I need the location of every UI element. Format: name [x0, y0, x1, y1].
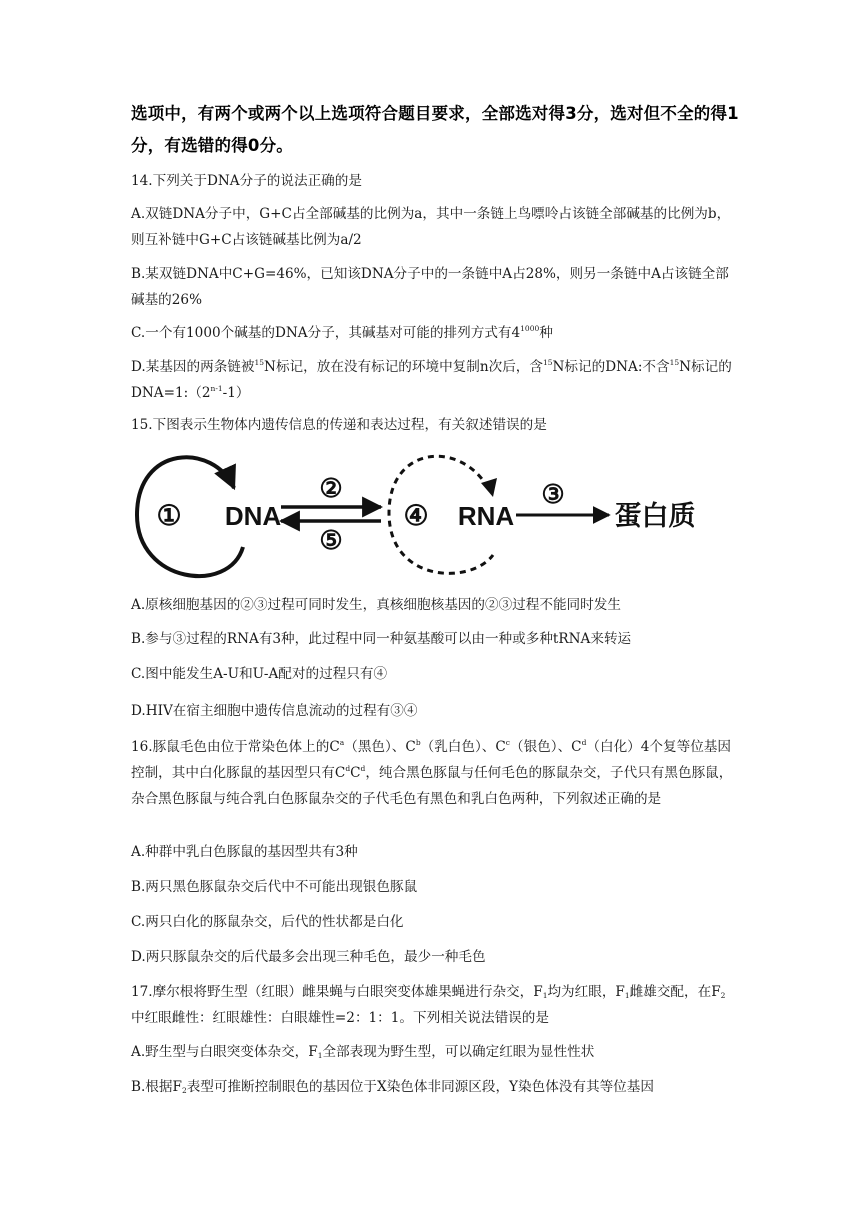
section-instructions: 选项中，有两个或两个以上选项符合题目要求，全部选对得3分，选对但不全的得1分，有选错的得0分。 — [131, 104, 739, 155]
q14-stem: 14.下列关于DNA分子的说法正确的是 — [131, 173, 362, 189]
process-3-label: ③ — [541, 480, 565, 510]
q16-option-b: B.两只黑色豚鼠杂交后代中不可能出现银色豚鼠 — [131, 879, 418, 895]
dna-label: DNA — [224, 501, 282, 531]
protein-label: 蛋白质 — [614, 501, 696, 532]
q15-option-b: B.参与③过程的RNA有3种，此过程中同一种氨基酸可以由一种或多种tRNA来转运 — [131, 631, 632, 647]
q15-option-d: D.HIV在宿主细胞中遗传信息流动的过程有③④ — [131, 703, 418, 719]
q16-option-d: D.两只豚鼠杂交的后代最多会出现三种毛色，最少一种毛色 — [131, 949, 486, 965]
q14-option-c: C.一个有1000个碱基的DNA分子，其碱基对可能的排列方式有$4^{1000}$种 — [131, 324, 553, 341]
q17-option-a: A.野生型与白眼突变体杂交，$F_1$全部表现为野生型，可以确定红眼为显性性状 — [131, 1044, 595, 1060]
q16-stem: 16.豚鼠毛色由位于常染色体上的$C^a$（黑色）、$C^b$（乳白色）、$C^c$（银色）、$C^d$（白化）4个复等位基因控制，其中白化豚鼠的基因型只有$C^dC^d$，纯合黑色豚鼠与任何毛色的豚鼠杂交，子代只有黑色豚鼠，杂合黑色豚鼠与纯合乳白色豚鼠杂交的子代毛色有黑色和乳白色两种，下列叙述正确的是 — [131, 738, 733, 807]
q16-option-c: C.两只白化的豚鼠杂交，后代的性状都是白化 — [131, 914, 404, 930]
q17-option-b: B.根据$F_2$表型可推断控制眼色的基因位于X染色体非同源区段，Y染色体没有其等位基因 — [131, 1079, 654, 1095]
q14-option-a: A.双链DNA分子中，G+C占全部碱基的比例为a，其中一条链上鸟嘌呤占该链全部碱基的比例为b，则互补链中G+C占该链碱基比例为a/2 — [131, 206, 731, 248]
q14-option-b: B.某双链DNA中C+G=46%，已知该DNA分子中的一条链中A占28%，则另一条链中A占该链全部碱基的26% — [131, 266, 729, 308]
rna-label: RNA — [457, 501, 515, 531]
q17-stem: 17.摩尔根将野生型（红眼）雌果蝇与白眼突变体雄果蝇进行杂交，$F_1$均为红眼，$F_1$雌雄交配，在$F_2$中红眼雌性：红眼雄性：白眼雄性=2：1：1。下列相关说法错误的是 — [131, 984, 726, 1026]
q15-option-c: C.图中能发生A-U和U-A配对的过程只有④ — [131, 666, 388, 682]
q16-option-a: A.种群中乳白色豚鼠的基因型共有3种 — [131, 844, 358, 860]
rna-replication-arrowhead — [481, 478, 497, 497]
process-1-label: ① — [156, 499, 182, 532]
process-5-label: ⑤ — [319, 526, 343, 556]
central-dogma-diagram — [131, 445, 711, 585]
process-4-label: ④ — [403, 499, 429, 532]
q15-option-a: A.原核细胞基因的②③过程可同时发生，真核细胞核基因的②③过程不能同时发生 — [131, 597, 621, 613]
process-2-label: ② — [319, 474, 343, 504]
q14-option-d: D.某基因的两条链被$^{15}$N标记，放在没有标记的环境中复制n次后，含$^{15}$N标记的DNA:不含$^{15}$N标记的$DNA=1:(2^{n-1}-1)$ — [131, 358, 732, 401]
q15-stem: 15.下图表示生物体内遗传信息的传递和表达过程，有关叙述错误的是 — [131, 417, 547, 433]
